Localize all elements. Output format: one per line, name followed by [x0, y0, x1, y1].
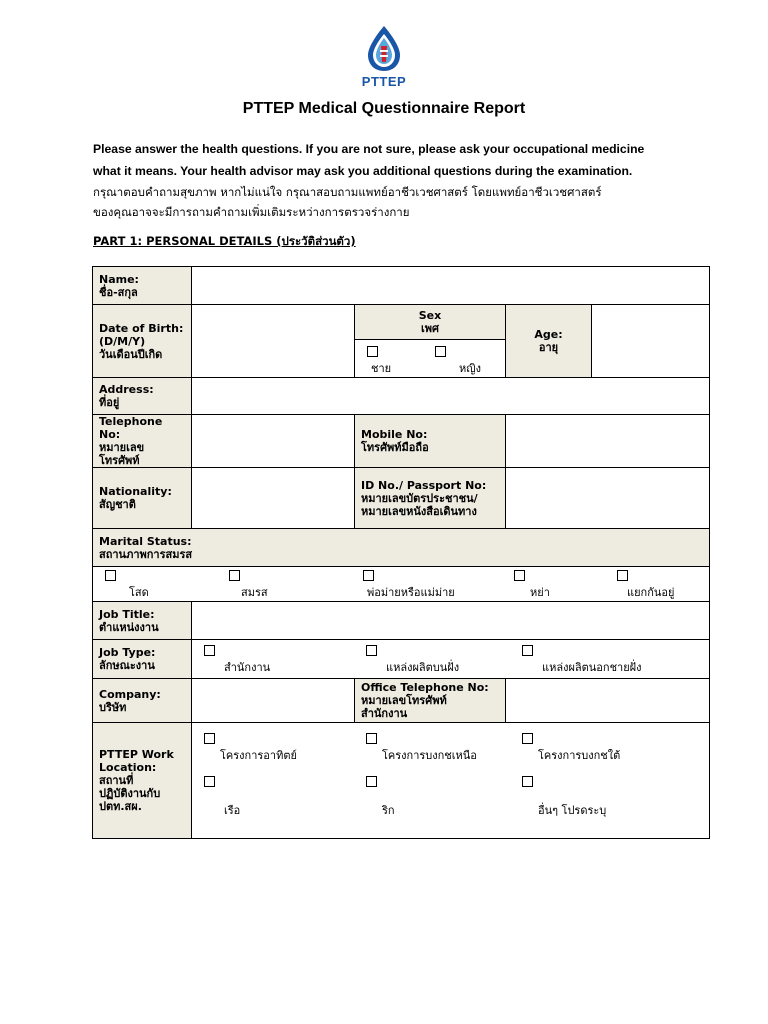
- intro-en-line1: Please answer the health questions. If you are not sure, please ask your occupational medicine: [93, 142, 645, 156]
- page-title: PTTEP Medical Questionnaire Report: [242, 100, 526, 117]
- age-field[interactable]: [592, 305, 710, 378]
- job-type-options: [192, 640, 710, 679]
- checkbox[interactable]: [366, 776, 377, 787]
- work-location-option-label: เรือ: [224, 804, 241, 817]
- checkbox[interactable]: [105, 570, 116, 581]
- intro-en-line2: what it means. Your health advisor may ask you additional questions during the examination.: [93, 164, 633, 178]
- mobile-label-en: Mobile No:: [361, 428, 428, 441]
- nationality-label-en: Nationality:: [99, 485, 172, 498]
- intro-th-line1: กรุณาตอบคำถามสุขภาพ หากไม่แน่ใจ กรุณาสอบถามแพทย์อาชีวเวชศาสตร์ โดยแพทย์อาชีวเวชศาสตร์: [93, 185, 602, 199]
- work-location-option-label: ริก: [382, 804, 395, 817]
- job-type-label-th: ลักษณะงาน: [99, 659, 155, 672]
- company-label: [93, 679, 192, 723]
- company-label-en: Company:: [99, 687, 161, 701]
- work-location-label-en2: Location:: [99, 761, 157, 774]
- job-title-label-th: ตำแหน่งงาน: [99, 620, 159, 634]
- checkbox[interactable]: [522, 776, 533, 787]
- checkbox[interactable]: [366, 733, 377, 744]
- sex-label-th: เพศ: [421, 322, 439, 335]
- marital-status-label: [93, 529, 710, 567]
- checkbox[interactable]: [204, 645, 215, 656]
- checkbox[interactable]: [435, 346, 446, 357]
- company-field[interactable]: [192, 679, 355, 723]
- checkbox[interactable]: [204, 776, 215, 787]
- checkbox[interactable]: [522, 733, 533, 744]
- name-label-th: ชื่อ-สกุล: [99, 285, 138, 299]
- checkbox[interactable]: [617, 570, 628, 581]
- age-label-en: Age:: [534, 328, 563, 341]
- job-type-option-label: แหล่งผลิตนอกชายฝั่ง: [542, 661, 642, 674]
- intro-th-line2: ของคุณอาจจะมีการถามคำถามเพิ่มเติมระหว่างการตรวจร่างกาย: [93, 205, 410, 219]
- marital-option-label: แยกกันอยู่: [627, 586, 675, 599]
- job-title-field[interactable]: [192, 602, 710, 640]
- id-label-th1: หมายเลขบัตรประชาชน/: [361, 491, 478, 505]
- id-passport-label: [355, 468, 506, 529]
- sex-female-label: หญิง: [459, 362, 481, 375]
- mobile-label: [355, 415, 506, 468]
- checkbox[interactable]: [366, 645, 377, 656]
- nationality-field[interactable]: [192, 468, 355, 529]
- checkbox[interactable]: [514, 570, 525, 581]
- work-location-option-label: โครงการบงกชใต้: [538, 749, 621, 762]
- dob-label-en1: Date of Birth:: [99, 321, 184, 335]
- office-tel-label-th1: หมายเลขโทรศัพท์: [361, 694, 447, 707]
- telephone-field[interactable]: [192, 415, 355, 468]
- logo-text: PTTEP: [361, 74, 407, 89]
- nationality-label-th: สัญชาติ: [99, 498, 136, 511]
- sex-label-en: Sex: [418, 309, 442, 322]
- office-tel-label-th2: สำนักงาน: [361, 707, 408, 720]
- name-label: [93, 267, 192, 305]
- marital-option-label: สมรส: [241, 586, 268, 599]
- telephone-label-en: Telephone No:: [99, 415, 163, 441]
- telephone-label-th1: หมายเลข: [99, 441, 145, 454]
- checkbox[interactable]: [363, 570, 374, 581]
- work-location-label-th3: ปตท.สผ.: [99, 800, 142, 813]
- intro-text: [93, 138, 713, 222]
- office-telephone-label: [355, 679, 506, 723]
- dob-label-en2: (D/M/Y): [99, 334, 146, 348]
- work-location-option-label: อื่นๆ โปรดระบุ: [538, 804, 607, 817]
- age-label: [506, 305, 592, 378]
- dob-label: [93, 305, 192, 378]
- sex-options: [355, 340, 506, 378]
- id-label-th2: หมายเลขหนังสือเดินทาง: [361, 504, 477, 518]
- company-label-th: บริษัท: [99, 700, 127, 714]
- sex-male-label: ชาย: [371, 362, 392, 375]
- checkbox[interactable]: [367, 346, 378, 357]
- office-telephone-field[interactable]: [506, 679, 710, 723]
- job-type-label-en: Job Type:: [99, 646, 156, 659]
- id-passport-field[interactable]: [506, 468, 710, 529]
- address-label-en: Address:: [99, 383, 154, 396]
- job-title-label-en: Job Title:: [99, 607, 155, 621]
- name-label-en: Name:: [99, 272, 139, 286]
- personal-details-table: [92, 266, 710, 839]
- pttep-logo: [344, 24, 424, 92]
- job-type-label: [93, 640, 192, 679]
- job-type-option-label: สำนักงาน: [224, 661, 271, 674]
- office-tel-label-en: Office Telephone No:: [361, 681, 489, 694]
- nationality-label: [93, 468, 192, 529]
- work-location-label-en1: PTTEP Work: [99, 748, 174, 761]
- marital-label-en: Marital Status:: [99, 534, 192, 548]
- dob-field[interactable]: [192, 305, 355, 378]
- sex-label: [355, 305, 506, 340]
- marital-options: [93, 567, 710, 602]
- mobile-field[interactable]: [506, 415, 710, 468]
- age-label-th: อายุ: [538, 341, 559, 354]
- name-field[interactable]: [192, 267, 710, 305]
- id-label-en: ID No./ Passport No:: [361, 478, 487, 492]
- mobile-label-th: โทรศัพท์มือถือ: [361, 441, 429, 454]
- telephone-label-th2: โทรศัพท์: [99, 454, 140, 467]
- address-label: [93, 378, 192, 415]
- work-location-label-th2: ปฏิบัติงานกับ: [99, 787, 161, 800]
- address-label-th: ที่อยู่: [99, 396, 120, 409]
- checkbox[interactable]: [522, 645, 533, 656]
- job-type-option-label: แหล่งผลิตบนฝั่ง: [386, 661, 460, 674]
- work-location-label-th1: สถานที่: [99, 774, 134, 787]
- marital-option-label: หย่า: [530, 586, 550, 599]
- part1-heading: PART 1: PERSONAL DETAILS (ประวัติส่วนตัว): [93, 234, 356, 248]
- marital-option-label: พ่อม่ายหรือแม่ม่าย: [367, 586, 455, 599]
- pttep-drop-icon: [364, 24, 404, 72]
- marital-option-label: โสด: [129, 586, 149, 599]
- marital-label-th: สถานภาพการสมรส: [99, 547, 193, 561]
- checkbox[interactable]: [229, 570, 240, 581]
- work-location-option-label: โครงการบงกชเหนือ: [382, 749, 477, 762]
- dob-label-th: วันเดือนปีเกิด: [99, 347, 163, 361]
- address-field[interactable]: [192, 378, 710, 415]
- checkbox[interactable]: [204, 733, 215, 744]
- work-location-label: [93, 723, 192, 839]
- work-location-options: [192, 723, 710, 839]
- telephone-label: [93, 415, 192, 468]
- job-title-label: [93, 602, 192, 640]
- work-location-option-label: โครงการอาทิตย์: [220, 749, 297, 762]
